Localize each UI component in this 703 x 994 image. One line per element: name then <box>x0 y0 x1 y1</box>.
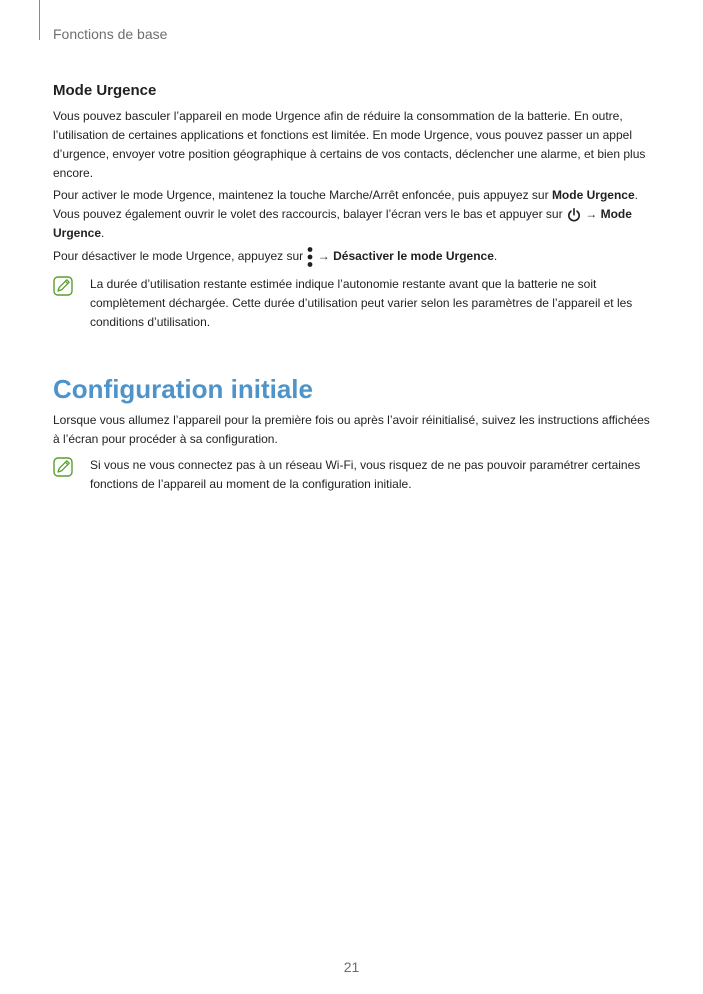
note-text: Si vous ne vous connectez pas à un réseau Wi-Fi, vous risquez de ne pas pouvoir paramétrer certaines fonctions de l’appareil au moment de la configuration initiale. <box>90 458 641 491</box>
text: . <box>101 226 105 240</box>
note-wifi <box>53 456 653 494</box>
page-header: Fonctions de base <box>53 26 168 42</box>
configuration-paragraph-1: Lorsque vous allumez l’appareil pour la première fois ou après l’avoir réinitialisé, suivez les instructions affichées à l’écran pour procéder à sa configuration. <box>53 413 650 446</box>
note-pencil-icon <box>53 276 73 296</box>
text: Pour désactiver le mode Urgence, appuyez sur <box>53 249 307 264</box>
note-pencil-icon <box>53 457 73 477</box>
bold-text: Mode Urgence <box>551 188 635 202</box>
text: Pour activer le mode Urgence, maintenez la touche Marche/Arrêt enfoncée, puis appuyez sur <box>53 188 552 202</box>
text: . <box>493 249 498 264</box>
bold-text: Désactiver le mode Urgence <box>333 249 494 264</box>
mode-urgence-paragraph-2 <box>53 186 653 243</box>
page-number: 21 <box>343 959 360 975</box>
configuration-title: Configuration initiale <box>53 374 313 404</box>
page-content <box>53 82 653 494</box>
arrow-text: → <box>581 207 601 221</box>
power-icon <box>566 207 582 223</box>
text: . Vous pouvez également ouvrir le volet des raccourcis, balayer l’écran vers le bas et appuyer sur <box>53 188 638 221</box>
note-text: La durée d’utilisation restante estimée indique l’autonomie restante avant que la batterie ne soit complètement déchargée. Cette durée d’utilisation peut varier selon les paramètres de l’appareil et les conditions d’utilisation. <box>90 277 633 329</box>
header-rule <box>39 0 40 40</box>
bold-text: Mode Urgence <box>53 207 632 240</box>
mode-urgence-title: Mode Urgence <box>53 82 157 99</box>
mode-urgence-paragraph-1: Vous pouvez basculer l’appareil en mode Urgence afin de réduire la consommation de la batterie. En outre, l’utilisation de certaines applications et fonctions est limitée. En mode Urgence, vous pouvez passer un appel d’urgence, envoyer votre position géographique à certains de vos contacts, déclencher une alarme, et bien plus encore. <box>53 109 646 180</box>
mode-urgence-paragraph-3 <box>53 246 653 268</box>
note-battery <box>53 275 653 332</box>
arrow-text: → <box>314 249 334 264</box>
